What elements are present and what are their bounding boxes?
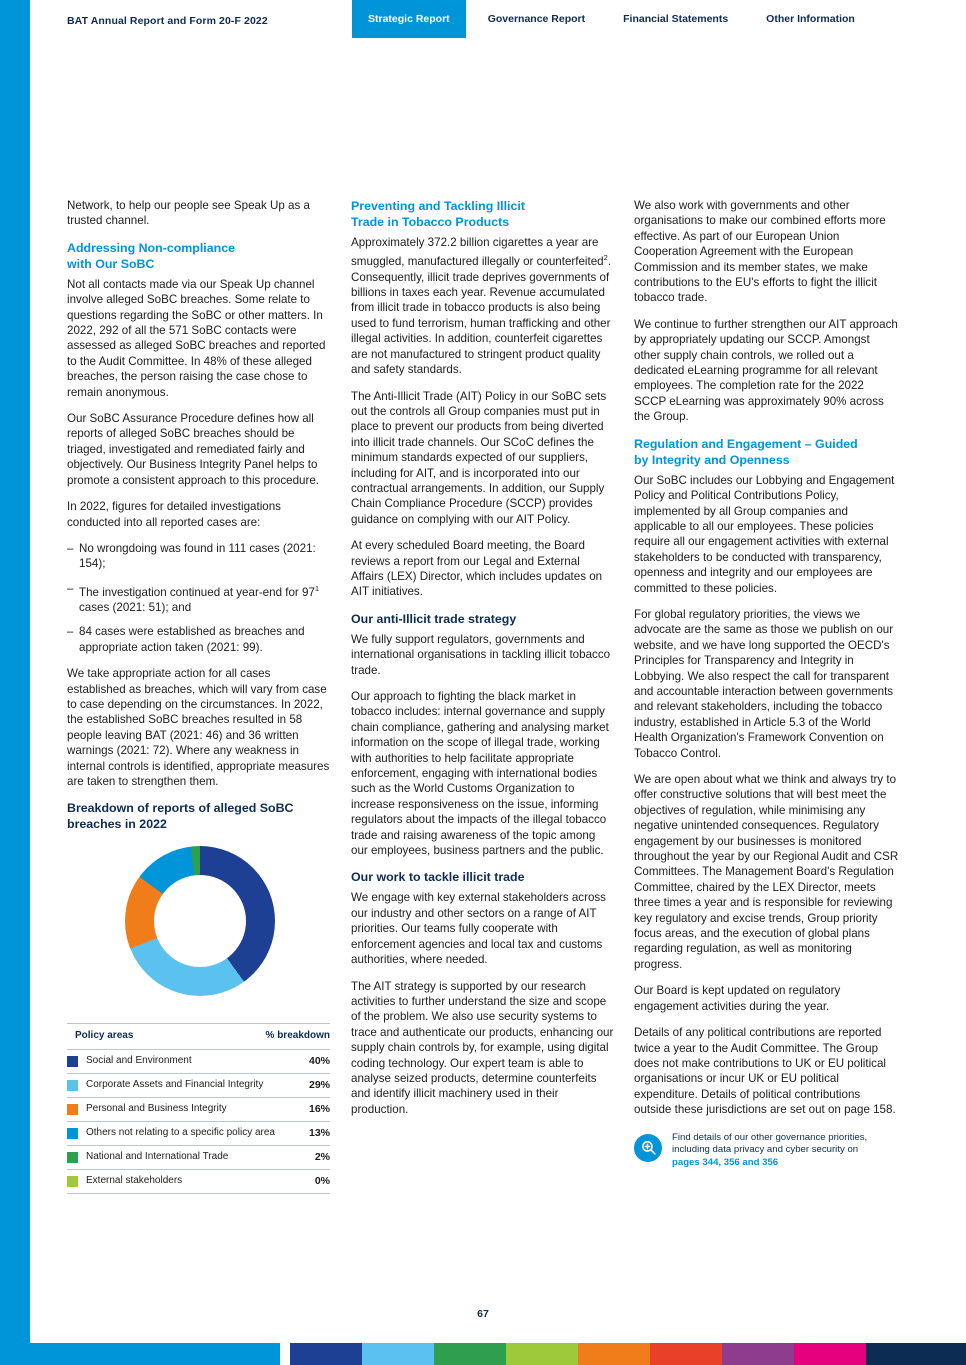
- legend-value: 29%: [308, 1078, 330, 1091]
- callout-page-link[interactable]: pages 344, 356 and 356: [672, 1156, 779, 1168]
- left-accent-rail: [0, 0, 30, 1365]
- heading-line-2: by Integrity and Openness: [634, 452, 790, 467]
- legend-header-policy-areas: Policy areas: [75, 1030, 134, 1042]
- heading-line-2: Trade in Tobacco Products: [351, 215, 510, 229]
- footer-color-segment: [362, 1343, 434, 1365]
- bullet-text: The investigation continued at year-end for 97: [79, 585, 315, 599]
- legend-color-swatch: [67, 1104, 78, 1115]
- sobc-breakdown-donut-chart: [67, 844, 330, 1019]
- heading-addressing-non-compliance: [67, 240, 330, 272]
- legend-color-swatch: [67, 1056, 78, 1067]
- legend-value: 13%: [308, 1126, 330, 1139]
- legend-category-label: Others not relating to a specific policy area: [86, 1127, 275, 1139]
- legend-rows: [67, 1050, 330, 1194]
- chart-heading-line-2: breaches in 2022: [67, 817, 167, 832]
- paragraph-lobbying-policy: Our SoBC includes our Lobbying and Engagement Policy and Political Contributions Policy, implemented by all Group companies and applicable to all our employees. These policies require all our engagement activities with external stakeholders to be conducted with transparency, openness and integrity and our employees are committed to these policies.: [634, 473, 895, 595]
- bullet-dash-icon: –: [67, 541, 74, 555]
- heading-work-to-tackle: Our work to tackle illicit trade: [351, 870, 525, 885]
- paragraph-illicit-scale: [351, 235, 614, 378]
- legend-row: [67, 1146, 330, 1170]
- paragraph-engage-stakeholders: We engage with key external stakeholders across our industry and other sectors on a range of AIT priorities. Our teams fully cooperate with enforcement agencies and local tax and customs authorities, where needed.: [351, 891, 606, 967]
- investigation-bullets: [67, 541, 330, 655]
- legend-color-swatch: [67, 1152, 78, 1163]
- footer-color-segment: [280, 1343, 290, 1365]
- paragraph-part-b: . Consequently, illicit trade deprives governments of billions in taxes each year. Revenue accumulated from illicit trade in tobacco products is also being used to fund terrorism, human trafficking and other illegal activities. In addition, counterfeit cigarettes are not manufactured to stringent product quality and safety standards.: [351, 255, 612, 377]
- footer-color-segment: [434, 1343, 506, 1365]
- bullet-dash-icon: –: [67, 581, 74, 595]
- callout-line-2: including data privacy and cyber security on: [672, 1144, 859, 1156]
- heading-anti-illicit-strategy: Our anti-Illicit trade strategy: [351, 611, 517, 626]
- heading-regulation-engagement: [634, 436, 899, 468]
- legend-category-label: External stakeholders: [86, 1175, 183, 1187]
- heading-line-1: Preventing and Tackling Illicit: [351, 199, 525, 213]
- paragraph-appropriate-action: We take appropriate action for all cases established as breaches, which will vary from case to case depending on the circumstances. In 2022, the established SoBC breaches resulted in 58 people leaving BAT (2021: 46) and 36 written warnings (2021: 72). Where any weakness in internal controls is identified, appropriate measures are taken to strengthen them.: [67, 667, 330, 789]
- section-tabs: [352, 0, 871, 38]
- paragraph-board-review: At every scheduled Board meeting, the Board reviews a report from our Legal and External Affairs (LEX) Director, which includes updates on AIT initiatives.: [351, 539, 603, 599]
- governance-priorities-callout[interactable]: [634, 1132, 899, 1170]
- legend-row: [67, 1074, 330, 1098]
- magnifier-plus-icon: [634, 1134, 662, 1162]
- legend-row: [67, 1098, 330, 1122]
- legend-color-swatch: [67, 1080, 78, 1091]
- callout-line-1: Find details of our other governance priorities,: [672, 1131, 868, 1143]
- page-header: [0, 0, 966, 38]
- legend-category-label: National and International Trade: [86, 1151, 229, 1163]
- paragraph-assurance-procedure: Our SoBC Assurance Procedure defines how all reports of alleged SoBC breaches should be triaged, investigated and remediated fairly and objectively. Our Business Integrity Panel helps to promote a consistent approach to this procedure.: [67, 412, 319, 487]
- bullet-text: 84 cases were established as breaches and appropriate action taken (2021: 99).: [79, 625, 305, 654]
- paragraph-eu-cooperation: We also work with governments and other organisations to make our combined efforts more effective. As part of our European Union Cooperation Agreement with the European Commission and its member states, we make contributions to the EU's efforts to fight the illicit tobacco trade.: [634, 199, 886, 305]
- paragraph-black-market-approach: Our approach to fighting the black market in tobacco includes: internal governance and supply chain compliance, gathering and analysing market information on the scope of illegal trade, working with authorities to help facilitate appropriate enforcement, engaging with international bodies such as the World Customs Organization to increase responsiveness on the issue, informing regulators about the impacts of the illegal tobacco trade and raising awareness of the topic among our employees, business partners and the public.: [351, 690, 609, 858]
- legend-category-label: Corporate Assets and Financial Integrity: [86, 1079, 264, 1091]
- heading-preventing-illicit-trade: [351, 198, 614, 230]
- legend-row: [67, 1170, 330, 1194]
- footer-color-segment: [722, 1343, 794, 1365]
- legend-header-breakdown: % breakdown: [265, 1030, 330, 1042]
- callout-text: [672, 1132, 867, 1170]
- bullet-investigation-continued: [67, 581, 330, 616]
- paragraph-research-security: The AIT strategy is supported by our research activities to further understand the size and scope of the problem. We also use security systems to trace and authenticate our products, enhancing our supply chain controls by, for example, using digital coding technology. Our expert team is able to analyse seized products, determine counterfeits and identify illicit machinery used in their production.: [351, 979, 614, 1116]
- paragraph-speakup-breaches: Not all contacts made via our Speak Up channel involve alleged SoBC breaches. Some relate to questions regarding the SoBC or other matters. In 2022, 292 of all the 571 SoBC contacts were assessed as alleged SoBC breaches and reported to the Audit Committee. In 48% of these alleged breaches, the person raising the case chose to remain anonymous.: [67, 277, 326, 399]
- paragraph-global-priorities: For global regulatory priorities, the views we advocate are the same as those we publish on our website, and we have long supported the OECD's Principles for Transparency and Integrity in Lobbying. We also respect the call for transparent and accountable interaction between governments and relevant stakeholders, including the tobacco industry, established in Article 5.3 of the World Health Organization's Framework Convention on Tobacco Control.: [634, 607, 894, 760]
- legend-category-label: Social and Environment: [86, 1055, 192, 1067]
- legend-header-row: [67, 1024, 330, 1049]
- intro-paragraph: Network, to help our people see Speak Up as a trusted channel.: [67, 199, 310, 228]
- column-three: [634, 198, 899, 1169]
- legend-color-swatch: [67, 1176, 78, 1187]
- footnote-marker-1: 1: [314, 583, 320, 593]
- page-number: 67: [477, 1308, 489, 1320]
- footer-color-segment: [794, 1343, 866, 1365]
- footer-color-segment: [506, 1343, 578, 1365]
- heading-line-2: with Our SoBC: [67, 256, 155, 271]
- bullet-text: No wrongdoing was found in 111 cases (2021: 154);: [79, 541, 316, 571]
- tab-governance-report[interactable]: Governance Report: [472, 0, 601, 38]
- donut-hole: [125, 846, 275, 996]
- column-two: [351, 198, 614, 1128]
- chart-heading-line-1: Breakdown of reports of alleged SoBC: [67, 801, 294, 816]
- paragraph-ait-policy: The Anti-Illicit Trade (AIT) Policy in our SoBC sets out the controls all Group companies must put in place to prevent our products from being diverted into illicit trade channels. Our SCoC defines the minimum standards expected of our suppliers, including for AIT, and is incorporated into our contractual arrangements. In addition, our Supply Chain Compliance Procedure (SCCP) provides guidance on complying with our AIT Policy.: [351, 389, 607, 526]
- legend-color-swatch: [67, 1128, 78, 1139]
- column-one: [67, 198, 330, 1194]
- chart-heading: [67, 800, 330, 832]
- footer-color-segment: [650, 1343, 722, 1365]
- footer-color-segment: [0, 1343, 280, 1365]
- footer-color-segment: [290, 1343, 362, 1365]
- paragraph-board-updated: Our Board is kept updated on regulatory engagement activities during the year.: [634, 984, 841, 1013]
- paragraph-political-contributions: Details of any political contributions are reported twice a year to the Audit Committee. The Group does not make contributions to UK or EU political organisations or incur UK or EU political expenditure. Details of political contributions outside these jurisdictions are set out on page 158.: [634, 1026, 896, 1117]
- paragraph-part-a: Approximately 372.2 billion cigarettes a year are smuggled, manufactured illegally or counterfeited: [351, 236, 604, 269]
- paragraph-investigations-intro: In 2022, figures for detailed investigations conducted into all reported cases are:: [67, 500, 281, 529]
- legend-row: [67, 1122, 330, 1146]
- paragraph-open-constructive: We are open about what we think and always try to offer constructive solutions that will best meet the objectives of regulation, while minimising any negative unintended consequences. Regulatory engagement by our businesses is monitored throughout the year by our Regional Audit and CSR Committees. The Management Board's Regulation Committee, chaired by the LEX Director, meets three times a year and is responsible for reviewing key regulatory and excise trends, Group priority focus areas, and the execution of global plans regarding regulation, as well as monitoring progress.: [634, 773, 899, 971]
- footer-color-segment: [578, 1343, 650, 1365]
- legend-category-label: Personal and Business Integrity: [86, 1103, 227, 1115]
- report-title: BAT Annual Report and Form 20-F 2022: [67, 15, 268, 27]
- legend-value: 0%: [314, 1174, 330, 1187]
- footnote-marker-2: 2: [603, 253, 608, 263]
- bullet-cases-established: [67, 624, 330, 655]
- bullet-no-wrongdoing: [67, 541, 330, 572]
- legend-row: [67, 1050, 330, 1074]
- heading-line-1: Regulation and Engagement – Guided: [634, 436, 858, 451]
- paragraph-sccp-elearning: We continue to further strengthen our AIT approach by appropriately updating our SCCP. Amongst other supply chain controls, we rolled out a dedicated eLearning programme for all relevant employees. The completion rate for the 2022 SCCP eLearning was approximately 90% across the Group.: [634, 317, 898, 424]
- tab-other-information[interactable]: Other Information: [750, 0, 871, 38]
- paragraph-support-regulators: We fully support regulators, governments and international organisations in tackling illicit tobacco trade.: [351, 632, 611, 677]
- chart-legend-table: [67, 1023, 330, 1193]
- footer-color-bar: [0, 1343, 966, 1365]
- footer-color-segment: [866, 1343, 966, 1365]
- bullet-dash-icon: –: [67, 625, 74, 639]
- legend-value: 16%: [308, 1102, 330, 1115]
- legend-value: 40%: [308, 1054, 330, 1067]
- bullet-text-tail: cases (2021: 51); and: [79, 600, 192, 614]
- tab-strategic-report[interactable]: Strategic Report: [352, 0, 466, 38]
- legend-value: 2%: [314, 1150, 330, 1163]
- tab-financial-statements[interactable]: Financial Statements: [607, 0, 744, 38]
- heading-line-1: Addressing Non-compliance: [67, 240, 235, 255]
